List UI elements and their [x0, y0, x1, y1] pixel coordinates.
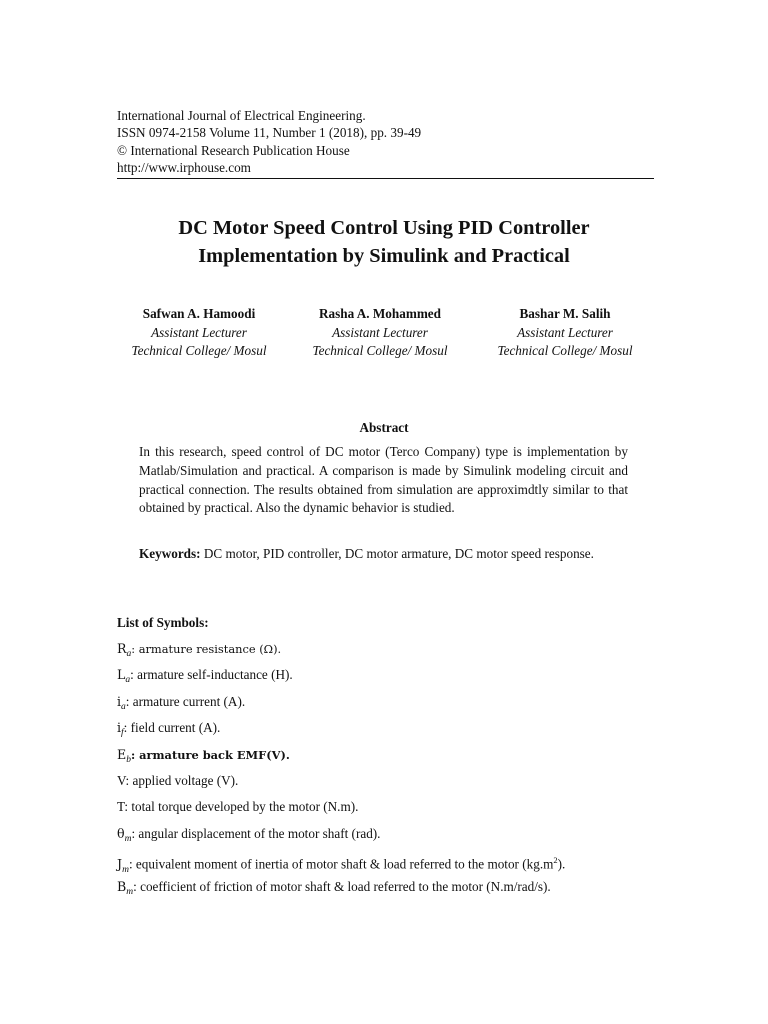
symbol-letter: i [117, 693, 122, 709]
symbol-letter: T [117, 799, 125, 815]
journal-issn: ISSN 0974-2158 Volume 11, Number 1 (2018), pp. 39-49 [117, 125, 422, 141]
title-line-2: Implementation by Simulink and Practical [198, 245, 570, 267]
author-3 [478, 305, 652, 361]
symbol-description: : armature back EMF(V). [130, 747, 290, 762]
abstract-body: In this research, speed control of DC motor (Terco Company) type is implementation by Matlab/Simulation and practical. A comparison is made by Simulink modeling circuit and practical connection. The results obtained from simulation are approximdtly similar to that obtained by practical. Also the dynamic behavior is studied. [139, 444, 628, 516]
journal-header [117, 107, 654, 177]
symbol-subscript: a [126, 649, 132, 659]
symbol-letter: L [117, 667, 126, 683]
symbol-letter: B [117, 878, 127, 894]
author-name: Bashar M. Salih [519, 306, 611, 321]
symbol-entry [117, 640, 677, 666]
symbol-description-suffix: ). [557, 856, 566, 872]
symbols-heading: List of Symbols: [117, 615, 209, 630]
symbol-entry [117, 693, 677, 719]
symbol-subscript: a [125, 675, 131, 686]
symbol-entry [117, 825, 677, 851]
symbol-description: : field current (A). [123, 720, 221, 736]
author-1 [112, 305, 286, 361]
keywords-text: DC motor, PID controller, DC motor armature, DC motor speed response. [203, 546, 594, 561]
author-2 [293, 305, 467, 361]
header-divider [117, 178, 654, 179]
symbol-description: : applied voltage (V). [125, 772, 239, 788]
paper-title [100, 214, 668, 270]
symbol-subscript: b [126, 754, 131, 765]
symbol-letter: J [117, 856, 123, 872]
symbol-letter: i [117, 720, 122, 736]
author-affiliation: Technical College/ Mosul [131, 343, 267, 358]
journal-url: http://www.irphouse.com [117, 160, 251, 176]
symbol-subscript: a [121, 701, 126, 712]
symbol-description: : armature current (A). [125, 693, 246, 709]
symbol-description: : equivalent moment of inertia of motor shaft & load referred to the motor (kg.m [128, 856, 554, 872]
symbol-subscript: f [121, 728, 124, 739]
symbol-letter: R [117, 641, 127, 656]
symbol-entry [117, 878, 677, 904]
symbol-entry [117, 772, 677, 798]
author-role: Assistant Lecturer [517, 324, 613, 340]
title-line-1: DC Motor Speed Control Using PID Controller [178, 217, 590, 239]
author-affiliation: Technical College/ Mosul [312, 343, 448, 358]
symbol-entry [117, 798, 677, 824]
author-role: Assistant Lecturer [332, 324, 428, 340]
author-name: Rasha A. Mohammed [319, 306, 441, 321]
keywords-label: Keywords: [139, 546, 201, 561]
journal-name: International Journal of Electrical Engineering. [117, 108, 366, 123]
symbol-subscript: m [126, 886, 134, 897]
symbol-subscript: m [122, 864, 129, 875]
symbol-description: : coefficient of friction of motor shaft & load referred to the motor (N.m/rad/s). [133, 878, 551, 894]
symbol-description: : angular displacement of the motor shaft (rad). [131, 825, 381, 841]
keywords [139, 545, 628, 564]
symbol-entry [117, 719, 677, 745]
unit-superscript: 2 [553, 855, 558, 866]
symbol-subscript: m [124, 833, 132, 844]
symbol-description: : armature resistance (Ω). [131, 642, 282, 656]
journal-publisher: © International Research Publication House [117, 142, 350, 158]
symbol-entry [117, 666, 677, 692]
abstract-heading: Abstract [359, 420, 409, 435]
symbol-entry [117, 851, 677, 877]
author-name: Safwan A. Hamoodi [142, 306, 256, 321]
author-affiliation: Technical College/ Mosul [497, 343, 633, 358]
symbol-description: : total torque developed by the motor (N.m). [124, 799, 359, 815]
symbol-list [117, 640, 677, 904]
symbol-entry [117, 746, 677, 772]
symbol-letter: E [117, 746, 127, 762]
symbol-description: : armature self-inductance (H). [130, 667, 293, 683]
symbol-letter: θ [117, 825, 125, 841]
author-role: Assistant Lecturer [151, 324, 247, 340]
symbol-letter: V [117, 772, 126, 788]
